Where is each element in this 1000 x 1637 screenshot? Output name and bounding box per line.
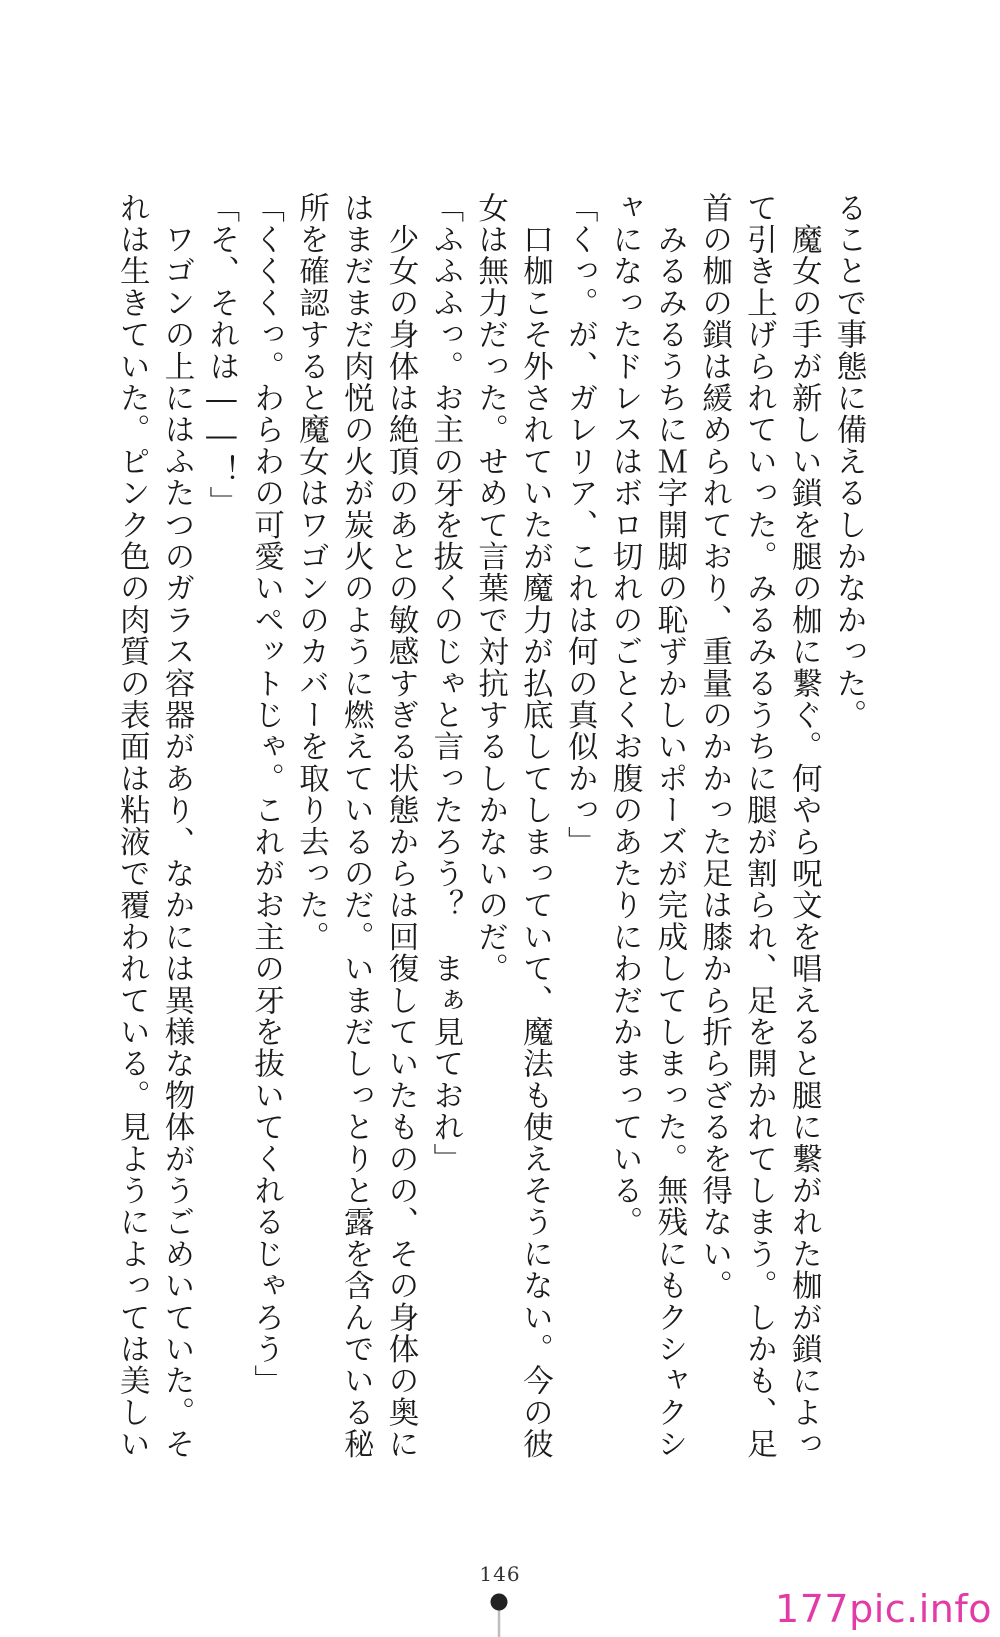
text-line: 魔女の手が新しい鎖を腿の枷に繋ぐ。何やら呪文を唱えると腿に繋がれた枷が鎖によっ bbox=[786, 192, 822, 1460]
text-line: 「ふふふっ。お主の牙を抜くのじゃと言ったろう？ まぁ見ておれ」 bbox=[427, 192, 463, 1175]
text-line: 所を確認すると魔女はワゴンのカバーを取り去った。 bbox=[293, 192, 329, 953]
text-line: 「くくくっ。わらわの可愛いペットじゃ。これがお主の牙を抜いてくれるじゃろう」 bbox=[248, 192, 284, 1397]
text-line: はまだまだ肉悦の火が炭火のように燃えているのだ。いまだしっとりと露を含んでいる秘 bbox=[338, 192, 374, 1460]
text-line: れは生きていた。ピンク色の肉質の表面は粘液で覆われている。見ようによっては美しい bbox=[114, 192, 150, 1460]
text-line: 首の枷の鎖は緩められており、重量のかかった足は膝から折らざるを得ない。 bbox=[696, 192, 732, 1302]
text-line: ワゴンの上にはふたつのガラス容器があり、なかには異様な物体がうごめいていた。そ bbox=[159, 192, 195, 1460]
text-line: 口枷こそ外されていたが魔力が払底してしまっていて、魔法も使えそうにない。今の彼 bbox=[517, 192, 553, 1460]
text-line: 「そ、それは――！」 bbox=[203, 192, 239, 518]
text-line: 「くっ。が、ガレリア、これは何の真似かっ」 bbox=[562, 192, 598, 858]
text-line: て引き上げられていった。みるみるうちに腿が割られ、足を開かれてしまう。しかも、足 bbox=[741, 192, 777, 1460]
text-line: 女は無力だった。せめて言葉で対抗するしかないのだ。 bbox=[472, 192, 508, 985]
watermark-logo: 177pic.info bbox=[775, 1587, 992, 1631]
text-line: 少女の身体は絶頂のあとの敏感すぎる状態からは回復していたものの、その身体の奥に bbox=[383, 192, 419, 1460]
text-line: ャになったドレスはボロ切れのごとくお腹のあたりにわだかまっている。 bbox=[607, 192, 643, 1239]
vertical-text-body bbox=[114, 192, 870, 1460]
pin-marker-icon bbox=[486, 1592, 512, 1637]
page-number: 146 bbox=[479, 1562, 521, 1586]
text-line: ることで事態に備えるしかなかった。 bbox=[831, 192, 866, 731]
text-line: みるみるうちにＭ字開脚の恥ずかしいポーズが完成してしまった。無残にもクシャクシ bbox=[651, 192, 687, 1460]
